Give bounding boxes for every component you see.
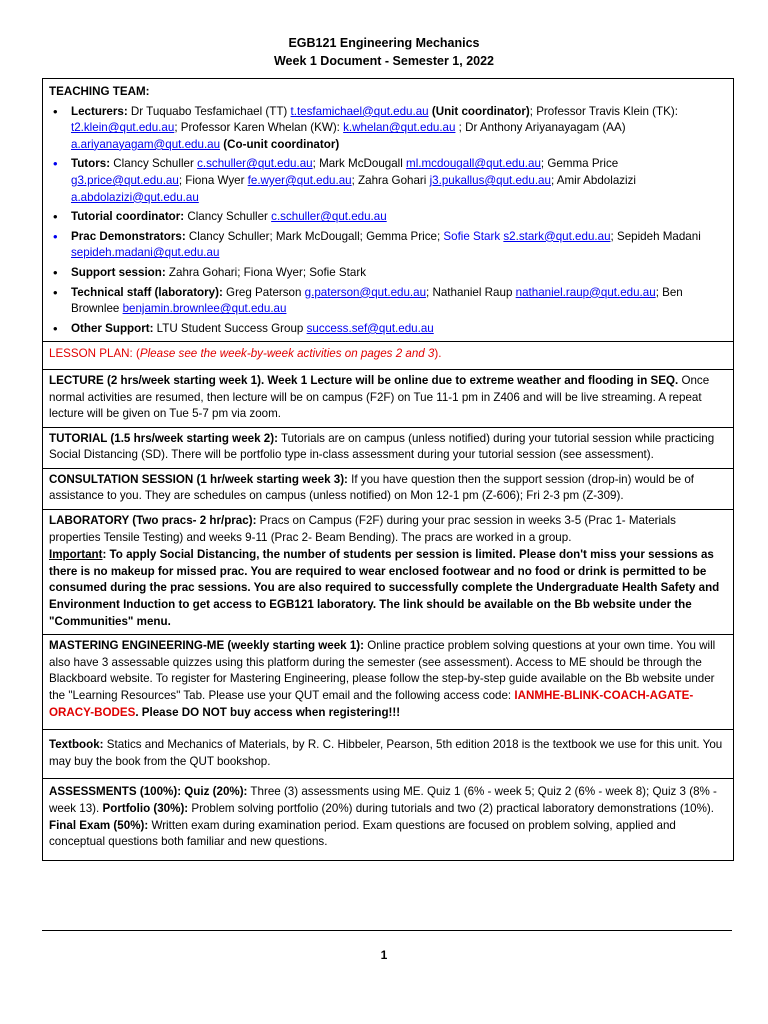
lesson-plan-end: ). [434,347,442,361]
text: Clancy Schuller [110,157,198,171]
mastering-engineering-section [43,635,733,730]
email-link[interactable]: j3.pukallus@qut.edu.au [429,173,551,187]
email-link[interactable]: benjamin.brownlee@qut.edu.au [122,302,287,316]
lesson-plan-note: Please see the week-by-week activities on pages 2 and 3 [139,347,435,361]
teaching-team-heading: TEACHING TEAM: [49,85,150,98]
text: ; Zahra Gohari [351,173,430,187]
email-link[interactable]: fe.wyer@qut.edu.au [247,173,352,187]
support-session-item [49,265,727,282]
text: Zahra Gohari; Fiona Wyer; Sofie Stark [165,265,366,279]
page-number: 1 [380,948,388,962]
document-title: EGB121 Engineering Mechanics [288,36,480,50]
lecture-section [43,370,733,428]
assessments-section [43,779,733,860]
consultation-heading: CONSULTATION SESSION (1 hr/week starting week 3): [49,472,348,486]
table-bottom-rule [42,930,732,931]
text: ; Professor Travis Klein (TK): [529,104,678,118]
text: ; Gemma Price [540,157,619,171]
important-label: Important [49,548,103,562]
technical-staff-label: Technical staff (laboratory): [71,285,223,299]
text: ; Amir Abdolazizi [550,173,637,187]
text: Clancy Schuller [184,210,272,224]
role-note: (Unit coordinator) [428,104,530,118]
important-paragraph [49,547,727,630]
laboratory-paragraph [49,513,727,546]
email-link[interactable]: a.ariyanayagam@qut.edu.au [71,137,221,151]
lecturers-item [49,104,727,154]
prac-demonstrators-item [49,229,727,262]
email-link[interactable]: g.paterson@qut.edu.au [304,285,427,299]
lecturers-label: Lecturers: [71,104,128,118]
tutorial-coordinator-item [49,209,727,226]
laboratory-text: Pracs on Campus (F2F) during your prac session in weeks 3-5 (Prac 1- Materials properties Tensile Testing) and weeks 9-11 (Prac 2- Beam Bending). The pracs are worked in a group. [49,514,676,544]
text: ; Fiona Wyer [178,173,248,187]
teaching-team-list [49,104,727,338]
email-link[interactable]: nathaniel.raup@qut.edu.au [515,285,656,299]
email-link[interactable]: c.schuller@qut.edu.au [197,157,313,171]
final-exam-label: Final Exam (50%): [49,818,149,832]
course-outline-table [42,78,734,861]
text: ; Dr Anthony Ariyanayagam (AA) [455,121,626,135]
access-code: IANMHE-BLINK-COACH-AGATE-ORACY-BODES [49,689,694,719]
email-link[interactable]: s2.stark@qut.edu.au [503,229,611,243]
technical-staff-item [49,285,727,318]
teaching-team-section [43,79,733,342]
laboratory-section [43,510,733,635]
document-subtitle: Week 1 Document - Semester 1, 2022 [273,54,494,68]
laboratory-heading: LABORATORY (Two pracs- 2 hr/prac): [49,514,257,528]
tutorial-heading: TUTORIAL (1.5 hrs/week starting week 2): [49,431,278,445]
other-support-item [49,321,727,338]
text: Greg Paterson [222,285,305,299]
tutors-label: Tutors: [71,157,111,171]
tutorial-coordinator-label: Tutorial coordinator: [71,210,185,224]
mastering-heading: MASTERING ENGINEERING-ME (weekly starting week 1): [49,639,365,653]
email-link[interactable]: t.tesfamichael@qut.edu.au [290,104,429,118]
assessments-text: Three (3) assessments using ME. Quiz 1 (6% - week 5; Quiz 2 (6% - week 8); Quiz 3 (8% - week 13). [49,785,717,815]
tutorial-text: Tutorials are on campus (unless notified) during your tutorial session while practicing Social Distancing (SD). There will be portfolio type in-class assessment during your tutorial session (see assessment). [49,431,715,462]
portfolio-text: Problem solving portfolio (20%) during tutorials and two (2) practical laboratory demonstrations (10%). [188,801,714,815]
portfolio-label: Portfolio (30%): [102,801,189,815]
textbook-label: Textbook: [49,738,104,752]
text: LTU Student Success Group [153,321,307,335]
highlighted-name: Sofie Stark [443,229,501,243]
email-link[interactable]: t2.klein@qut.edu.au [71,121,175,135]
lesson-plan-section [43,342,733,370]
text: Dr Tuquabo Tesfamichael (TT) [127,104,291,118]
email-link[interactable]: sepideh.madani@qut.edu.au [71,246,220,260]
lecture-heading: LECTURE (2 hrs/week starting week 1). Week 1 Lecture will be online due to extreme weather and flooding in SEQ. [49,373,679,387]
text: ; Sepideh Madani [610,229,701,243]
mastering-warning: . Please DO NOT buy access when registering!!! [135,705,401,719]
email-link[interactable]: success.sef@qut.edu.au [306,321,434,335]
lecture-text: Once normal activities are resumed, then lecture will be on campus (F2F) on Tue 11-1 pm in Z406 and will be live streaming. A repeat lecture will be given on Tue 5-7 pm via zoom. [49,373,710,421]
text: ; Professor Karen Whelan (KW): [174,121,344,135]
consultation-section [43,469,733,510]
assessments-heading: ASSESSMENTS (100%): Quiz (20%): [49,785,248,799]
tutorial-section [43,428,733,469]
email-link[interactable]: c.schuller@qut.edu.au [271,210,387,224]
text: ; Mark McDougall [312,157,407,171]
textbook-section [43,730,733,779]
email-link[interactable]: g3.price@qut.edu.au [71,173,179,187]
final-exam-text: Written exam during examination period. Exam questions are focused on problem solving, applied and conceptual questions both familiar and new questions. [49,818,676,849]
text: Clancy Schuller; Mark McDougall; Gemma Price; [185,229,444,243]
tutors-item [49,156,727,206]
prac-demonstrators-label: Prac Demonstrators: [71,229,186,243]
lesson-plan-label: LESSON PLAN: ( [49,347,140,361]
mastering-text: Online practice problem solving questions at your own time. You will also have 3 assessable quizzes using this platform during the semester (see assessment). Access to ME should be through the Blackboard website. To register for Mastering Engineering, please follow the step-by-step guide available on the Bb website under the "Learning Resources" Tab. Please use your QUT email and the following access code: [49,639,716,702]
textbook-text: Statics and Mechanics of Materials, by R. C. Hibbeler, Pearson, 5th edition 2018 is the textbook we use for this unit. You may buy the book from the QUT bookshop. [49,738,723,768]
email-link[interactable]: a.abdolazizi@qut.edu.au [71,190,199,204]
support-session-label: Support session: [71,265,166,279]
email-link[interactable]: ml.mcdougall@qut.edu.au [406,157,541,171]
other-support-label: Other Support: [71,321,154,335]
text: ; Ben Brownlee [71,285,683,316]
consultation-text: If you have question then the support session (drop-in) would be of assistance to you. They are schedules on campus (unless notified) on Mon 12-1 pm (Z-606); Fri 2-3 pm (Z-309). [49,472,695,503]
role-note: (Co-unit coordinator) [220,137,340,151]
important-text: : To apply Social Distancing, the number of students per session is limited. Please don't miss your sessions as there is no makeup for missed prac. You are required to wear enclosed footwear and no food or drink is permitted to be consumed during the prac sessions. You are also required to successfully complete the Undergraduate Health Safety and Environment Induction to get access to EGB121 laboratory. The link should be available on the Bb website under the "Communities" menu. [49,548,720,628]
email-link[interactable]: k.whelan@qut.edu.au [343,121,456,135]
text: ; Nathaniel Raup [426,285,516,299]
